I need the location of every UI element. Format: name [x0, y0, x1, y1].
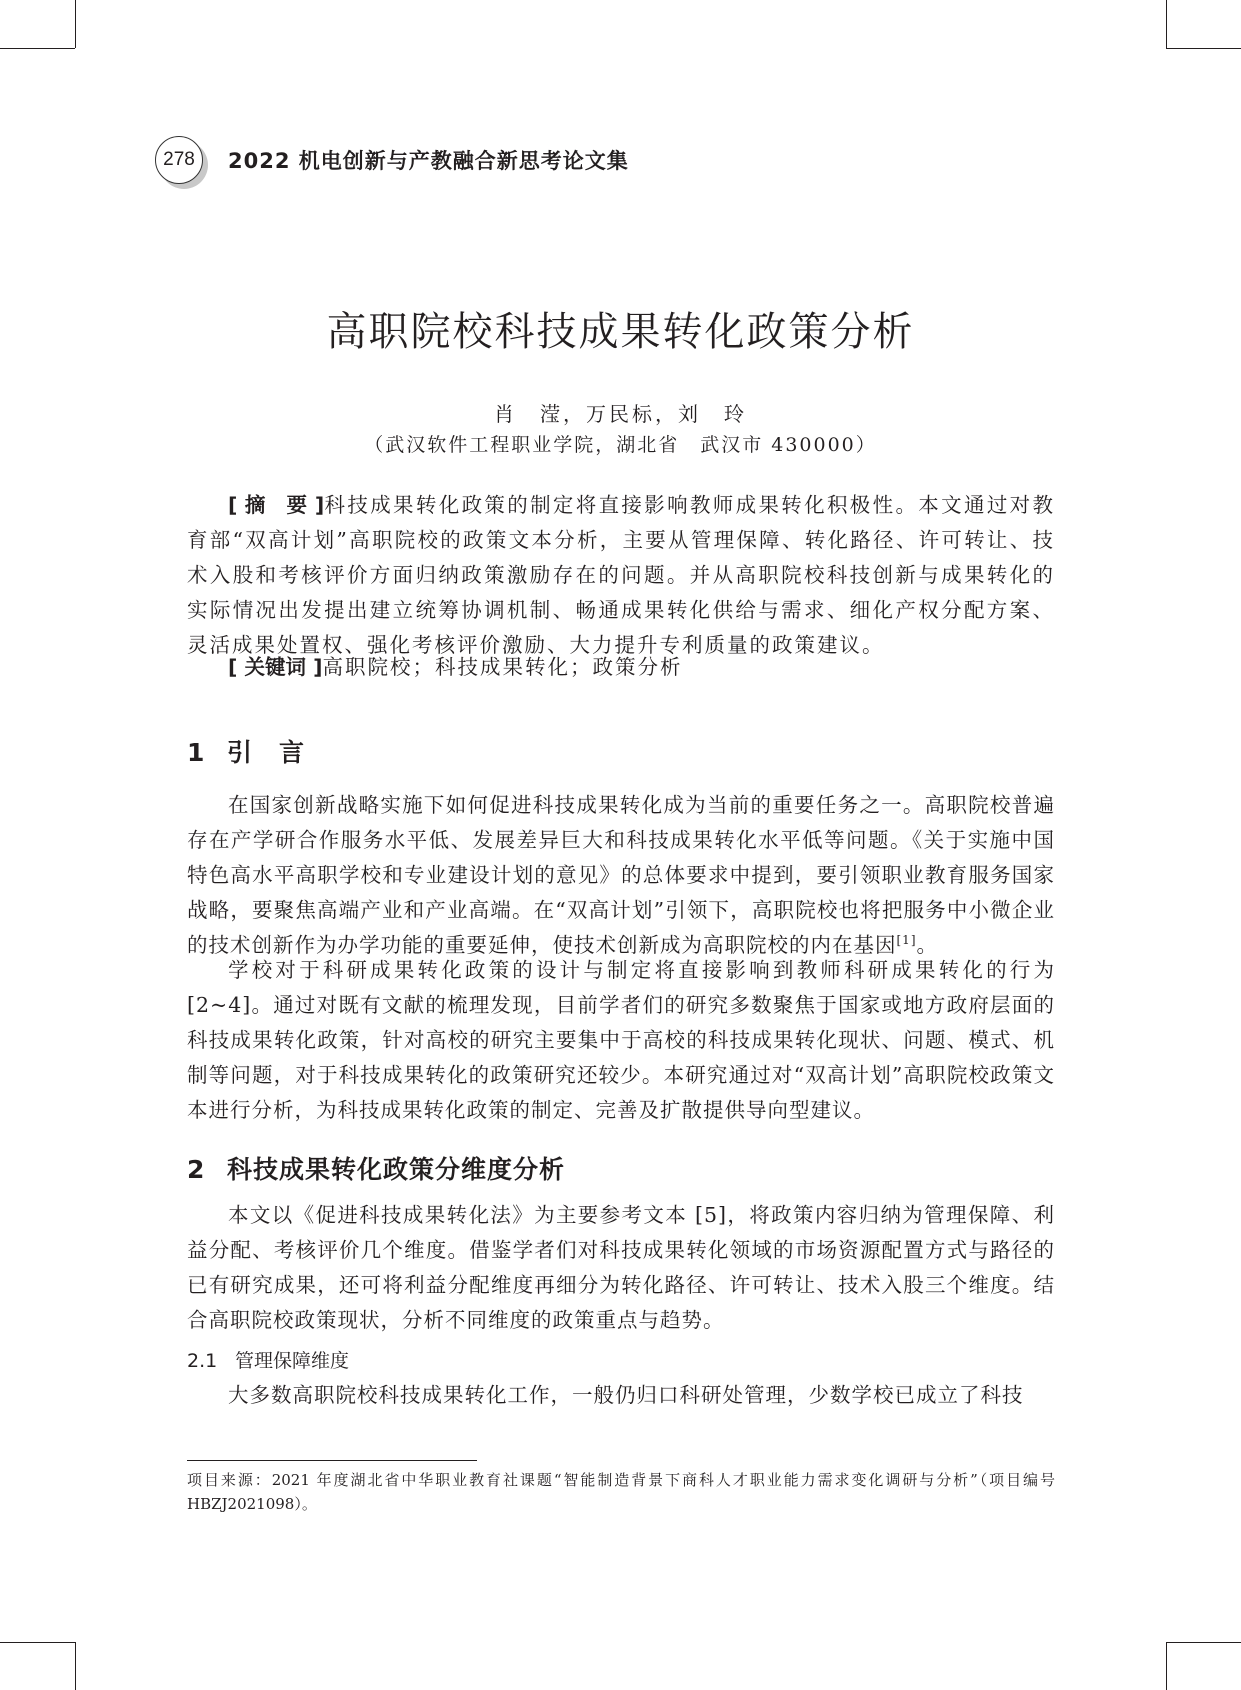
abstract-label: [ 摘 要 ]	[228, 493, 325, 517]
crop-mark	[1166, 0, 1167, 48]
keywords-text: 高职院校；科技成果转化；政策分析	[322, 655, 683, 679]
paragraph-text: 。	[916, 933, 938, 957]
crop-mark	[1166, 1642, 1167, 1690]
section-title: 科技成果转化政策分维度分析	[227, 1155, 566, 1184]
subsection-heading	[187, 1346, 349, 1373]
section-title: 引 言	[227, 738, 306, 767]
abstract-text: 科技成果转化政策的制定将直接影响教师成果转化积极性。本文通过对教育部“双高计划”高职院校的政策文本分析，主要从管理保障、转化路径、许可转让、技术入股和考核评价方面归纳政策激励存在的问题。并从高职院校科技创新与成果转化的实际情况出发提出建立统筹协调机制、畅通成果转化供给与需求、细化产权分配方案、灵活成果处置权、强化考核评价激励、大力提升专利质量的政策建议。	[187, 493, 1055, 657]
subsection-number: 2.1	[187, 1350, 218, 1372]
keywords-label: [ 关键词 ]	[228, 655, 323, 679]
abstract	[187, 488, 1055, 663]
crop-mark	[1166, 48, 1241, 49]
crop-mark	[75, 0, 76, 48]
paper-title: 高职院校科技成果转化政策分析	[326, 309, 915, 355]
authors: 肖 滢，万民标，刘 玲	[494, 402, 747, 426]
crop-mark	[1166, 1642, 1241, 1643]
page-number: 278	[155, 136, 203, 184]
affiliation: （武汉软件工程职业学院，湖北省 武汉市 430000）	[364, 434, 877, 456]
body-paragraph: 大多数高职院校科技成果转化工作，一般仍归口科研处管理，少数学校已成立了科技	[228, 1383, 1024, 1407]
body-paragraph: 学校对于科研成果转化政策的设计与制定将直接影响到教师科研成果转化的行为[2~4]。通过对既有文献的梳理发现，目前学者们的研究多数聚焦于国家或地方政府层面的科技成果转化政策，针对高校的研究主要集中于高校的科技成果转化现状、问题、模式、机制等问题，对于科技成果转化的政策研究还较少。本研究通过对“双高计划”高职院校政策文本进行分析，为科技成果转化政策的制定、完善及扩散提供导向型建议。	[187, 958, 1055, 1122]
footnote: 项目来源：2021 年度湖北省中华职业教育社课题“智能制造背景下商科人才职业能力需求变化调研与分析”（项目编号 HBZJ2021098）。	[187, 1471, 1055, 1513]
crop-mark	[75, 1642, 76, 1690]
section-heading	[187, 1150, 565, 1186]
crop-mark	[0, 48, 75, 49]
citation: [1]	[896, 933, 917, 948]
body-paragraph: 本文以《促进科技成果转化法》为主要参考文本 [5]，将政策内容归纳为管理保障、利益分配、考核评价几个维度。借鉴学者们对科技成果转化领域的市场资源配置方式与路径的已有研究成果，还可将利益分配维度再细分为转化路径、许可转让、技术入股三个维度。结合高职院校政策现状，分析不同维度的政策重点与趋势。	[187, 1203, 1055, 1332]
footnote-rule	[187, 1460, 477, 1461]
section-number: 2	[187, 1155, 206, 1184]
subsection-title: 管理保障维度	[235, 1350, 350, 1372]
body-paragraph	[187, 788, 1055, 963]
paragraph-text: 在国家创新战略实施下如何促进科技成果转化成为当前的重要任务之一。高职院校普遍存在产学研合作服务水平低、发展差异巨大和科技成果转化水平低等问题。《关于实施中国特色高水平高职学校和专业建设计划的意见》的总体要求中提到，要引领职业教育服务国家战略，要聚焦高端产业和产业高端。在“双高计划”引领下，高职院校也将把服务中小微企业的技术创新作为办学功能的重要延伸，使技术创新成为高职院校的内在基因	[187, 793, 1055, 957]
keywords	[187, 650, 1055, 685]
running-head: 2022 机电创新与产教融合新思考论文集	[228, 149, 629, 173]
section-heading	[187, 733, 305, 769]
crop-mark	[0, 1642, 75, 1643]
section-number: 1	[187, 738, 206, 767]
